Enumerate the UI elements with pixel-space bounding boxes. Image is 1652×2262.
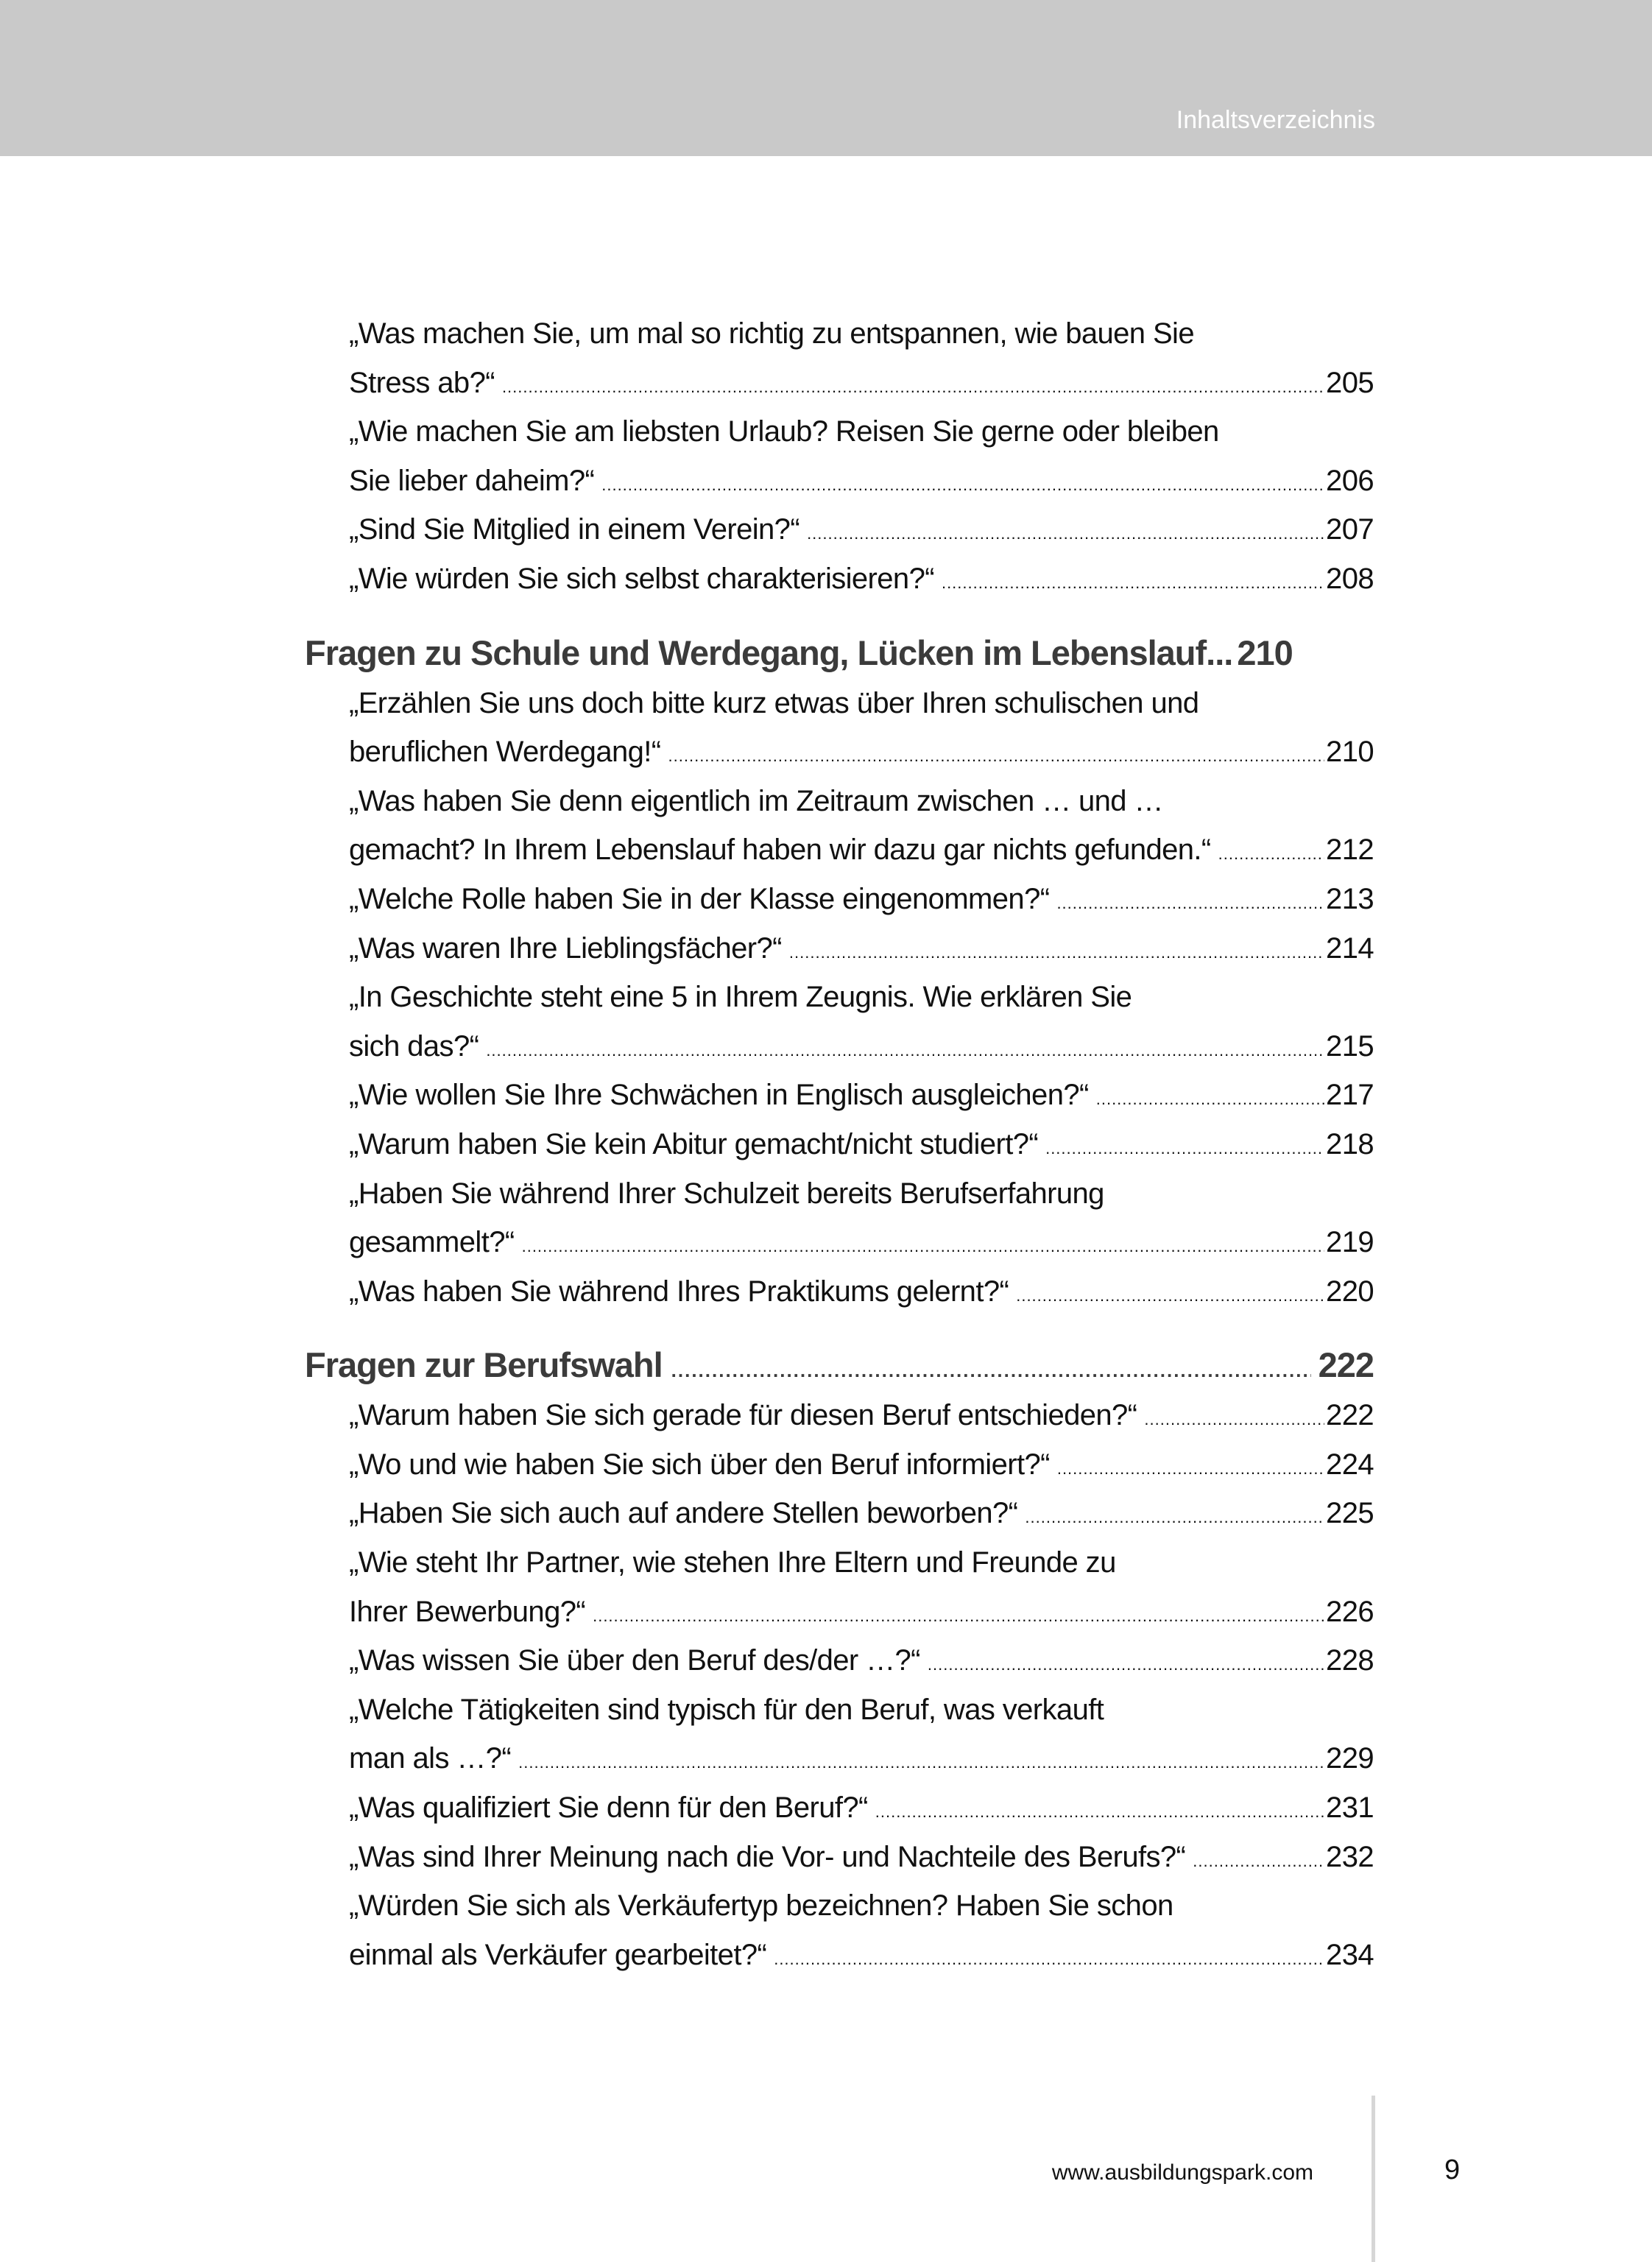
dot-leader [1193,1853,1324,1870]
toc-page-number: 231 [1326,1791,1374,1825]
toc-page-number: 228 [1326,1644,1374,1677]
dot-leader [942,575,1324,591]
toc-entry[interactable] [305,1783,1374,1833]
running-header-title: Inhaltsverzeichnis [1176,106,1375,134]
toc-entry-last-line [349,359,1374,408]
toc-entry[interactable] [305,1440,1374,1490]
toc-entry[interactable] [305,1391,1374,1440]
dot-leader [486,1043,1324,1059]
toc-entry-text: Ihrer Bewerbung?“ [349,1595,586,1628]
toc-entry-text: „Was wissen Sie über den Beruf des/der …?“ [349,1644,920,1677]
toc-entry-last-line [349,875,1374,924]
toc-page-number: 217 [1326,1079,1374,1112]
toc-entry[interactable] [305,1169,1374,1267]
toc-entry-last-line [349,1120,1374,1169]
toc-entry[interactable] [305,309,1374,407]
toc-page-number: 212 [1326,834,1374,867]
section-title: Fragen zu Schule und Werdegang, Lücken im Lebenslauf [305,633,1207,672]
toc-page-number: 206 [1326,464,1374,497]
toc-entry[interactable] [305,1538,1374,1636]
toc-entry-text: „Wo und wie haben Sie sich über den Beruf informiert?“ [349,1448,1050,1481]
toc-page-number: 210 [1326,736,1374,769]
table-of-contents [305,309,1374,1979]
toc-entry-last-line [349,1588,1374,1637]
toc-entry[interactable] [305,554,1374,604]
toc-entry-text: „Welche Rolle haben Sie in der Klasse eingenommen?“ [349,882,1050,915]
toc-entry-last-line [349,554,1374,604]
toc-entry-text: „Sind Sie Mitglied in einem Verein?“ [349,513,800,546]
footer-website: www.ausbildungspark.com [1051,2160,1313,2185]
toc-entry-last-line [349,457,1374,506]
toc-entry[interactable] [305,973,1374,1071]
toc-entry[interactable] [305,1881,1374,1979]
toc-entry-last-line [349,1391,1374,1440]
toc-entry-text: „Was machen Sie, um mal so richtig zu entspannen, wie bauen Sie [349,317,1194,350]
dot-leader [1045,1141,1324,1157]
dot-leader [502,379,1324,395]
toc-entry-text: beruflichen Werdegang!“ [349,736,661,769]
toc-page-number: 208 [1326,562,1374,595]
toc-entry[interactable] [305,679,1374,777]
toc-entry[interactable] [305,407,1374,505]
toc-entry[interactable] [305,1489,1374,1538]
dot-leader [807,526,1324,542]
toc-entry-text: „Was haben Sie während Ihres Praktikums gelernt?“ [349,1275,1009,1308]
section-page-number: 210 [1237,633,1293,672]
toc-entry[interactable] [305,777,1374,875]
toc-entry[interactable] [305,1071,1374,1120]
toc-entry[interactable] [305,505,1374,554]
toc-entry-text: „Was waren Ihre Lieblingsfächer?“ [349,931,782,965]
toc-entry-last-line [349,727,1374,777]
toc-page-number: 207 [1326,513,1374,546]
dot-leader [1025,1509,1324,1526]
toc-page-number: 222 [1326,1399,1374,1432]
dot-leader [522,1239,1324,1255]
toc-entry-last-line [349,1218,1374,1267]
toc-entry[interactable] [305,1833,1374,1882]
toc-entry-last-line [349,1833,1374,1882]
toc-page-number: 224 [1326,1448,1374,1481]
toc-entry-text: gemacht? In Ihrem Lebenslauf haben wir dazu gar nichts gefunden.“ [349,834,1211,867]
dot-leader [518,1755,1324,1771]
toc-entry-text: „Erzählen Sie uns doch bitte kurz etwas über Ihren schulischen und [349,686,1199,719]
dot-leader [593,1608,1324,1624]
dot-leader [1218,846,1324,862]
toc-entry-last-line [349,1022,1374,1071]
header-band [0,0,1652,156]
toc-page-number: 213 [1326,882,1374,915]
dot-leader [1096,1091,1324,1107]
toc-entry-text: „Warum haben Sie kein Abitur gemacht/nicht studiert?“ [349,1127,1039,1160]
toc-entry-text: gesammelt?“ [349,1226,515,1259]
toc-page-number: 205 [1326,366,1374,399]
toc-entry-last-line [349,1783,1374,1833]
toc-entry-text: sich das?“ [349,1029,479,1063]
toc-entry-text: „Haben Sie während Ihrer Schulzeit bereits Berufserfahrung [349,1177,1104,1210]
toc-page-number: 226 [1326,1595,1374,1628]
section-title: Fragen zur Berufswahl [305,1345,663,1385]
toc-entry-text: „Welche Tätigkeiten sind typisch für den Beruf, was verkauft [349,1693,1104,1726]
footer-divider [1372,2096,1375,2262]
toc-entry[interactable] [305,1120,1374,1169]
toc-page-number: 220 [1326,1275,1374,1308]
toc-page-number: 219 [1326,1226,1374,1259]
section-title-ellipsis: ... [1206,633,1233,672]
toc-page-number: 218 [1326,1127,1374,1160]
toc-entry[interactable] [305,924,1374,973]
toc-entry-last-line [349,1931,1374,1980]
toc-entry-text: einmal als Verkäufer gearbeitet?“ [349,1938,767,1971]
toc-entry-text: „Wie würden Sie sich selbst charakterisieren?“ [349,562,934,595]
toc-entry-last-line [349,1440,1374,1490]
dot-leader [1056,895,1324,912]
toc-entry-text: „Warum haben Sie sich gerade für diesen Beruf entschieden?“ [349,1399,1137,1432]
toc-page-number: 229 [1326,1742,1374,1775]
toc-entry-last-line [349,505,1374,554]
toc-entry-last-line [349,1071,1374,1120]
toc-entry-text: „In Geschichte steht eine 5 in Ihrem Zeugnis. Wie erklären Sie [349,981,1132,1014]
toc-entry-text: „Wie wollen Sie Ihre Schwächen in Englisch ausgleichen?“ [349,1079,1089,1112]
toc-entry-text: „Was sind Ihrer Meinung nach die Vor- und Nachteile des Berufs?“ [349,1840,1186,1873]
dot-leader [601,477,1324,493]
toc-entry[interactable] [305,1636,1374,1685]
dot-leader [875,1804,1324,1820]
toc-entry-text: „Was qualifiziert Sie denn für den Beruf?“ [349,1791,868,1825]
toc-entry-text: „Wie steht Ihr Partner, wie stehen Ihre Eltern und Freunde zu [349,1546,1116,1579]
dot-leader [668,748,1325,764]
toc-entry-last-line [349,825,1374,875]
toc-entry-last-line [349,924,1374,973]
dot-leader [671,1361,1311,1380]
toc-entry-text: Stress ab?“ [349,366,495,399]
toc-entry-last-line [349,1734,1374,1783]
dot-leader [774,1951,1324,1967]
toc-entry-last-line [349,1489,1374,1538]
toc-entry[interactable] [305,1685,1374,1783]
toc-entry-text: „Würden Sie sich als Verkäufertyp bezeichnen? Haben Sie schon [349,1889,1173,1923]
toc-entry-text: Sie lieber daheim?“ [349,464,595,497]
toc-section-heading[interactable] [305,1341,1374,1389]
toc-page-number: 215 [1326,1029,1374,1063]
dot-leader [789,945,1324,961]
page-number: 9 [1444,2154,1461,2185]
toc-entry-text: „Was haben Sie denn eigentlich im Zeitraum zwischen … und … [349,784,1163,817]
toc-page-number: 214 [1326,931,1374,965]
toc-entry[interactable] [305,1267,1374,1317]
toc-entry-last-line [349,1267,1374,1317]
toc-entry-text: „Wie machen Sie am liebsten Urlaub? Reisen Sie gerne oder bleiben [349,415,1219,448]
toc-entry[interactable] [305,875,1374,924]
toc-page-number: 232 [1326,1840,1374,1873]
toc-entry-text: „Haben Sie sich auch auf andere Stellen beworben?“ [349,1497,1018,1530]
dot-leader [1016,1288,1324,1304]
dot-leader [1057,1461,1324,1477]
toc-entry-text: man als …?“ [349,1742,512,1775]
toc-page-number: 225 [1326,1497,1374,1530]
dot-leader [928,1657,1324,1673]
dot-leader [1144,1412,1324,1428]
toc-entry-last-line [349,1636,1374,1685]
toc-page-number: 234 [1326,1938,1374,1971]
toc-section-heading[interactable] [305,629,1374,677]
section-page-number: 222 [1318,1345,1374,1385]
